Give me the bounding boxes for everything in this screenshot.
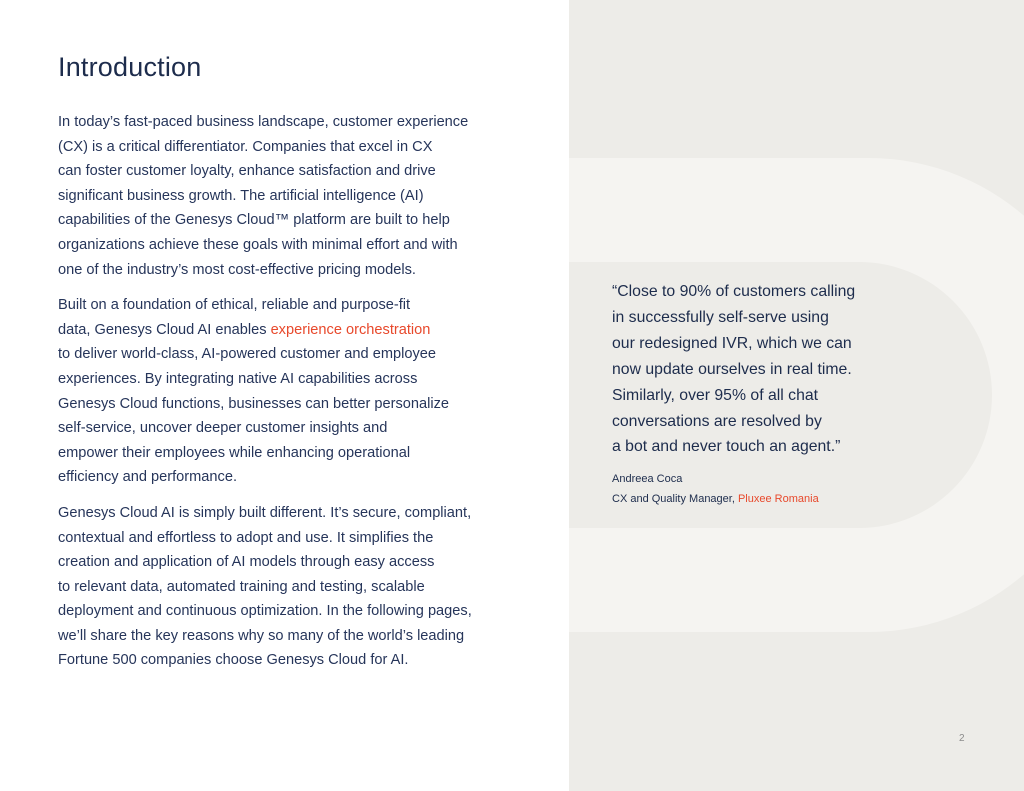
intro-body bbox=[58, 110, 508, 684]
text-line: to relevant data, automated training and testing, scalable bbox=[58, 578, 425, 595]
quote-line: our redesigned IVR, which we can bbox=[612, 334, 852, 352]
experience-orchestration-link[interactable]: experience orchestration bbox=[270, 321, 431, 338]
text-line: creation and application of AI models through easy access bbox=[58, 554, 435, 571]
author-company: Pluxee Romania bbox=[737, 492, 819, 505]
text-segment: data, Genesys Cloud AI enables bbox=[58, 321, 271, 338]
text-line: can foster customer loyalty, enhance satisfaction and drive bbox=[58, 163, 436, 180]
author-role: CX and Quality Manager, bbox=[612, 492, 738, 505]
text-line: experiences. By integrating native AI capabilities across bbox=[58, 370, 418, 387]
text-line: capabilities of the Genesys Cloud™ platform are built to help bbox=[58, 212, 450, 229]
text-line: to deliver world-class, AI-powered customer and employee bbox=[58, 346, 436, 363]
text-line: we’ll share the key reasons why so many of the world’s leading bbox=[58, 627, 465, 644]
quote-line: conversations are resolved by bbox=[612, 412, 822, 430]
page-number: 2 bbox=[959, 733, 965, 744]
quote-line: “Close to 90% of customers calling bbox=[612, 283, 856, 300]
text-line: self-service, uncover deeper customer insights and bbox=[58, 420, 388, 437]
text-line: Genesys Cloud functions, businesses can better personalize bbox=[58, 395, 450, 412]
author-name: Andreea Coca bbox=[612, 473, 683, 485]
text-line: efficiency and performance. bbox=[58, 469, 238, 486]
intro-paragraph-3 bbox=[58, 501, 508, 673]
quote-line: now update ourselves in real time. bbox=[612, 360, 852, 378]
author-title-line bbox=[612, 490, 819, 510]
customer-quote bbox=[612, 279, 855, 460]
intro-paragraph-2 bbox=[58, 293, 508, 490]
quote-line: in successfully self-serve using bbox=[612, 308, 829, 326]
text-line: organizations achieve these goals with minimal effort and with bbox=[58, 236, 458, 253]
text-line bbox=[58, 318, 508, 343]
text-line: deployment and continuous optimization. In the following pages, bbox=[58, 603, 472, 620]
quote-panel bbox=[569, 0, 1024, 791]
text-line: empower their employees while enhancing operational bbox=[58, 444, 411, 461]
text-line: (CX) is a critical differentiator. Companies that excel in CX bbox=[58, 138, 433, 155]
text-line: In today’s fast-paced business landscape, customer experience bbox=[58, 114, 469, 130]
intro-paragraph-1 bbox=[58, 110, 508, 282]
text-line: significant business growth. The artificial intelligence (AI) bbox=[58, 187, 424, 204]
text-line: Fortune 500 companies choose Genesys Cloud for AI. bbox=[58, 652, 409, 669]
page-title: Introduction bbox=[58, 52, 202, 82]
quote-line: Similarly, over 95% of all chat bbox=[612, 386, 819, 404]
quote-line: a bot and never touch an agent.” bbox=[612, 438, 841, 456]
text-line: contextual and effortless to adopt and use. It simplifies the bbox=[58, 529, 434, 546]
text-line: one of the industry’s most cost-effective pricing models. bbox=[58, 261, 416, 278]
text-line: Genesys Cloud AI is simply built different. It’s secure, compliant, bbox=[58, 504, 472, 521]
quote-attribution bbox=[612, 470, 819, 509]
text-line: Built on a foundation of ethical, reliable and purpose-fit bbox=[58, 297, 411, 314]
